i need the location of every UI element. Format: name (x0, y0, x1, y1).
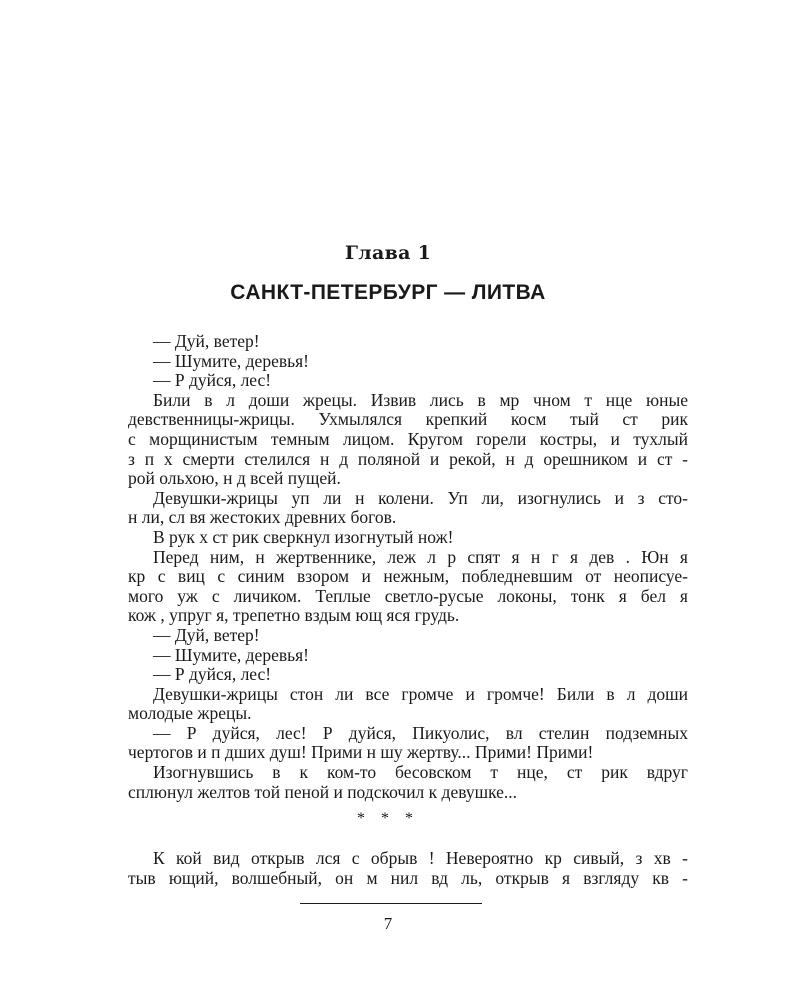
text-line: с морщинистым темным лицом. Кругом горели костры, и тухлый (128, 429, 688, 449)
text-line: н ли, сл вя жестоких древних богов. (128, 507, 397, 528)
text-line: сплюнул желтов той пеной и подскочил к девушке... (128, 781, 518, 802)
section-separator: * * * (357, 810, 419, 827)
text-line: чертогов и п дших душ! Прими н шу жертву... Прими! Прими! (128, 742, 594, 763)
text-line: — Шумите, деревья! (153, 350, 309, 371)
body-text-continued (128, 849, 688, 888)
text-line: Девушки-жрицы стон ли все громче и громче! Били в л доши (153, 684, 688, 704)
text-line: з п х смерти стелился н д поляной и рекой, н д орешником и ст - (128, 449, 688, 469)
book-page (128, 0, 688, 1000)
text-line: девственницы-жрицы. Ухмылялся крепкий косм тый ст рик (128, 410, 688, 430)
text-line: молодые жрецы. (128, 703, 252, 724)
text-line: рой ольхою, н д всей пущей. (128, 468, 341, 489)
chapter-title: САНКТ-ПЕТЕРБУРГ — ЛИТВА (230, 281, 546, 304)
text-line: К кой вид открыв лся с обрыв ! Невероятно кр сивый, з хв - (153, 849, 688, 868)
text-line: мого уж с личиком. Теплые светло-русые локоны, тонк я бел я (128, 586, 688, 606)
text-line: — Дуй, ветер! (153, 624, 260, 645)
footer-rule (300, 903, 482, 904)
text-line: Били в л доши жрецы. Извив лись в мр чном т нце юные (153, 390, 688, 410)
text-line: кр с виц с синим взором и нежным, побледневшим от неописуе- (128, 567, 688, 587)
text-line: — Шумите, деревья! (153, 644, 309, 665)
text-line: В рук х ст рик сверкнул изогнутый нож! (153, 526, 454, 547)
page-number: 7 (383, 914, 393, 933)
text-line: — Дуй, ветер! (153, 331, 260, 351)
text-line: кож , упруг я, трепетно вздым ющ яся грудь. (128, 605, 460, 626)
chapter-number: Глава 1 (344, 242, 432, 264)
text-line: — Р дуйся, лес! Р дуйся, Пикуолис, вл стелин подземных (153, 723, 688, 743)
text-line: — Р дуйся, лес! (153, 664, 272, 685)
text-line: Девушки-жрицы уп ли н колени. Уп ли, изогнулись и з сто- (153, 488, 688, 508)
text-line: Перед ним, н жертвеннике, леж л р спят я н г я дев . Юн я (153, 547, 688, 567)
text-line: Изогнувшись в к ком-то бесовском т нце, ст рик вдруг (153, 763, 688, 783)
body-text (128, 332, 688, 802)
text-line: — Р дуйся, лес! (153, 370, 272, 391)
text-line: тыв ющий, волшебный, он м нил вд ль, открыв я взгляду кв - (128, 868, 688, 888)
